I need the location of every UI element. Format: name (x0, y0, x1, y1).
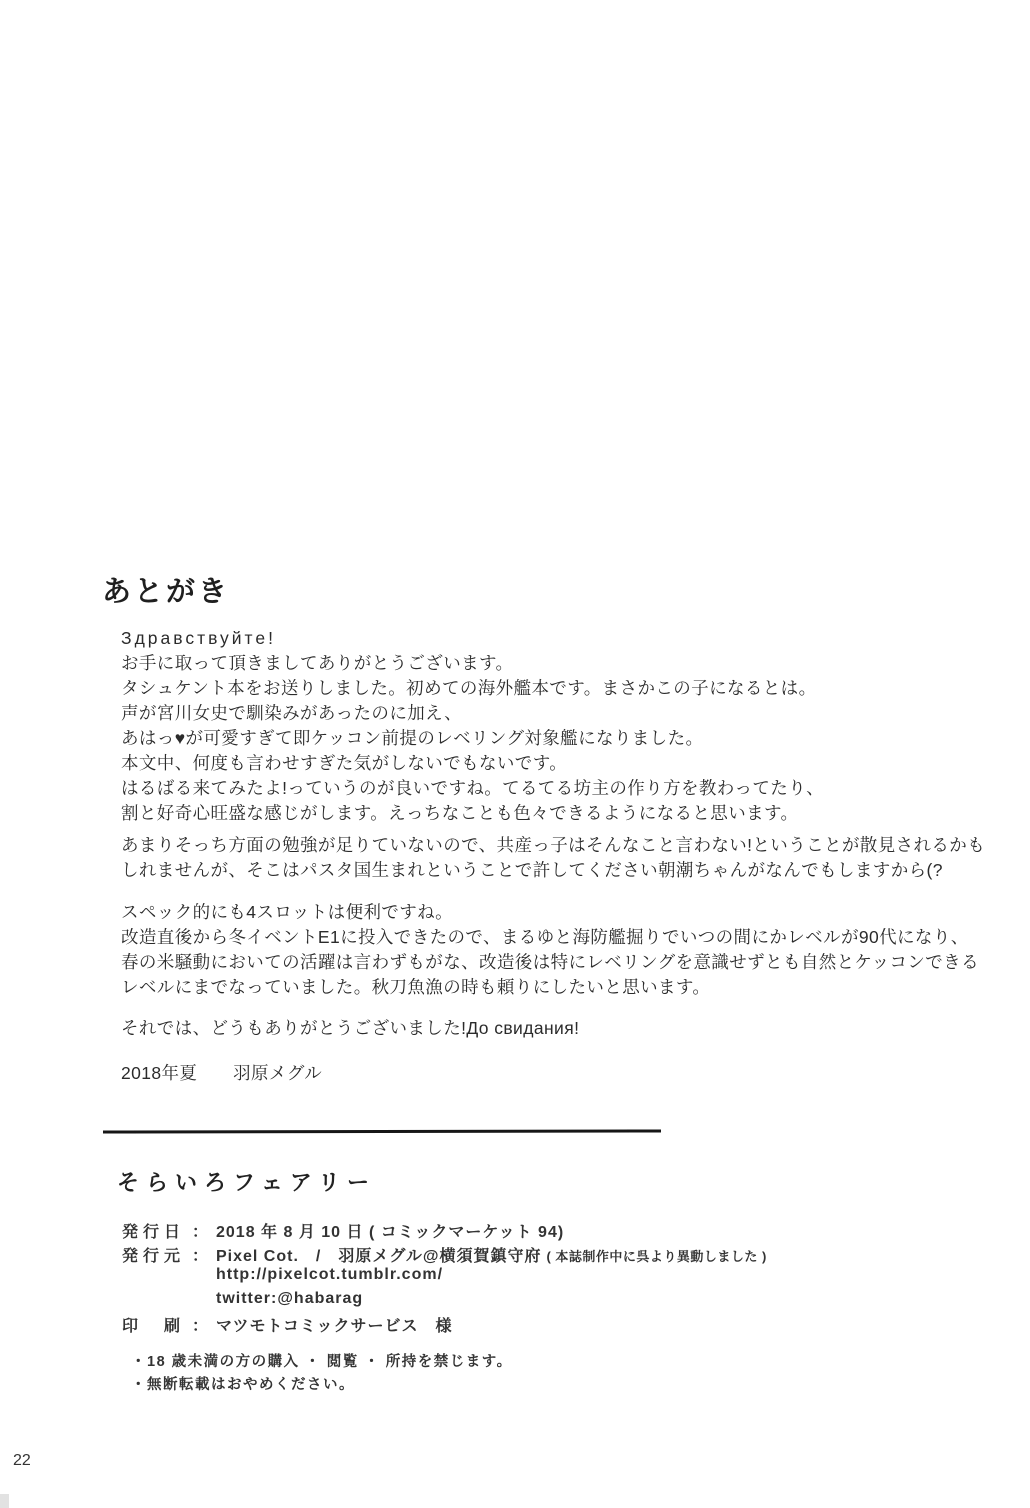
colophon-row-publisher (122, 1243, 767, 1267)
afterword-line: Здравствуйте! (121, 628, 276, 648)
afterword-paragraph (121, 900, 981, 1000)
colophon-note: ( 本誌制作中に呉より異動しました ) (546, 1248, 767, 1264)
afterword-line: 改造直後から冬イベントE1に投入できたので、まるゆと海防艦掘りでいつの間にかレベルが90代になり、 (121, 927, 969, 947)
notice-no-reproduction: ・無断転載はおやめください。 (131, 1377, 355, 1393)
website-url: http://pixelcot.tumblr.com/ (216, 1266, 444, 1283)
colophon-label: 発行元 (122, 1247, 186, 1265)
colophon-row-website (122, 1266, 767, 1290)
afterword-line: 春の米騒動においての活躍は言わずもがな、改造後は特にレベリングを意識せずとも自然とケッコンできる (121, 952, 979, 972)
afterword-line: あはっ♥が可愛すぎて即ケッコン前提のレベリング対象艦になりました。 (121, 728, 704, 748)
afterword-line: お手に取って頂きましてありがとうございます。 (121, 653, 514, 673)
notice-age-restriction: ・18 歳未満の方の購入 ・ 閲覧 ・ 所持を禁じます。 (131, 1354, 513, 1370)
afterword-signature-line: 2018年夏 羽原メグル (121, 1063, 323, 1083)
colophon-label: 印 刷 (122, 1318, 186, 1335)
afterword-line: 割と好奇心旺盛な感じがします。えっちなことも色々できるようになると思います。 (121, 803, 799, 823)
twitter-handle: twitter:@habarag (216, 1289, 364, 1307)
colophon-value: Pixel Cot. / 羽原メグル@横須賀鎮守府 (216, 1247, 542, 1265)
colophon-value: マツモトコミックサービス 様 (216, 1318, 453, 1335)
afterword-line: 声が宮川女史で馴染みがあったのに加え、 (121, 703, 462, 723)
afterword-line: スペック的にも4スロットは便利ですね。 (121, 902, 453, 922)
divider-line (103, 1130, 661, 1133)
afterword-line: あまりそっち方面の勉強が足りていないので、共産っ子はそんなこと言わない!ということが散見されるかも (121, 835, 986, 855)
afterword-title: あとがき (102, 576, 231, 608)
afterword-body (121, 626, 986, 1086)
colophon-row-publish-date (122, 1219, 767, 1243)
afterword-line: はるばる来てみたよ!っていうのが良いですね。てるてる坊主の作り方を教わってたり、 (121, 778, 825, 798)
afterword-line: レベルにまでなっていました。秋刀魚漁の時も頼りにしたいと思います。 (121, 977, 711, 997)
afterword-line: しれませんが、そこはパスタ国生まれということで許してください朝潮ちゃんがなんでもしますから(? (121, 860, 943, 880)
colophon-separator: ： (192, 1224, 209, 1241)
afterword-paragraph (121, 626, 981, 826)
colophon-row-twitter (122, 1290, 767, 1314)
book-title: そらいろフェアリー (117, 1170, 377, 1195)
afterword-line: タシュケント本をお送りしました。初めての海外艦本です。まさかこの子になるとは。 (121, 678, 817, 698)
afterword-closing-line: それでは、どうもありがとうございました!До свидания! (121, 1018, 580, 1038)
colophon-separator: ： (192, 1318, 209, 1335)
scan-corner-artifact (0, 1494, 9, 1508)
afterword-paragraph (121, 833, 986, 883)
afterword-paragraph (121, 1016, 981, 1041)
afterword-line: 本文中、何度も言わせすぎた気がしないでもないです。 (121, 753, 568, 773)
legal-notices (131, 1351, 513, 1397)
afterword-paragraph (121, 1061, 981, 1086)
colophon-row-printer (122, 1313, 767, 1337)
colophon-label: 発行日 (122, 1224, 186, 1241)
colophon (122, 1219, 767, 1337)
page-number: 22 (13, 1452, 31, 1469)
colophon-separator: ： (192, 1247, 209, 1265)
colophon-value: 2018 年 8 月 10 日 ( コミックマーケット 94) (216, 1224, 565, 1241)
